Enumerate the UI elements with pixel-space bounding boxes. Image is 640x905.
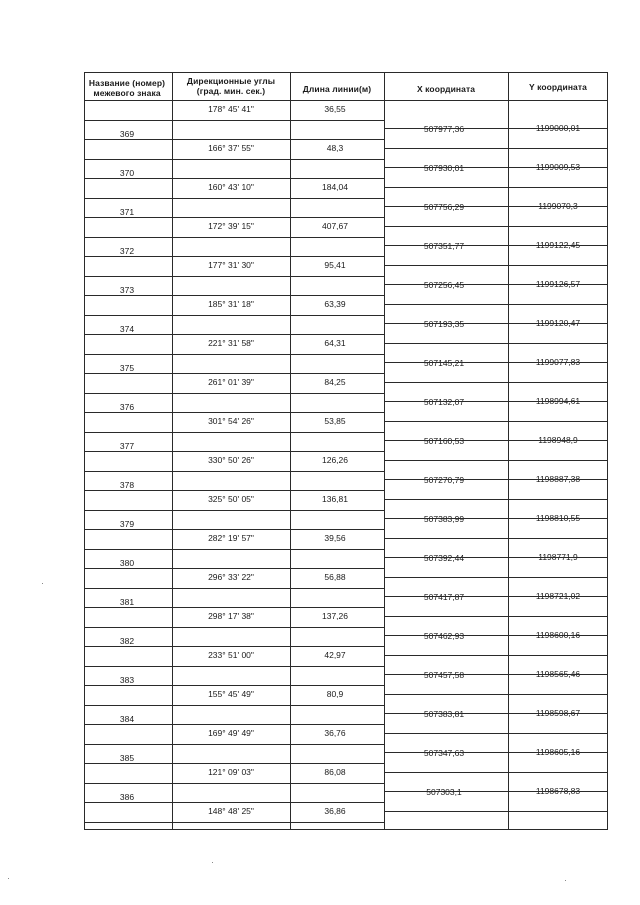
row-divider	[172, 451, 384, 452]
direction-angle: 301° 54' 26"	[208, 416, 254, 426]
point-number: 381	[119, 596, 135, 607]
row-divider	[172, 529, 384, 530]
row-divider	[384, 148, 608, 149]
row-divider	[84, 607, 172, 608]
row-divider	[172, 568, 384, 569]
row-divider	[384, 460, 608, 461]
row-divider	[384, 694, 608, 695]
row-divider	[172, 393, 384, 394]
row-divider	[84, 490, 172, 491]
row-divider	[84, 724, 172, 725]
row-divider	[84, 549, 172, 550]
row-divider	[84, 666, 172, 667]
row-divider	[384, 284, 608, 285]
row-divider	[172, 510, 384, 511]
row-divider	[384, 616, 608, 617]
row-divider	[84, 139, 172, 140]
row-divider	[84, 529, 172, 530]
header-point-name	[84, 78, 170, 98]
point-number: 380	[119, 557, 135, 568]
coordinates-table	[84, 72, 608, 830]
row-divider	[84, 295, 172, 296]
direction-angle: 330° 50' 26"	[208, 455, 254, 465]
row-divider	[172, 724, 384, 725]
scan-speck	[212, 862, 213, 863]
row-divider	[384, 323, 608, 324]
header-y-coordinate: Y координата	[529, 82, 587, 92]
line-length: 136,81	[322, 494, 348, 504]
column-divider	[508, 72, 509, 830]
row-divider	[172, 315, 384, 316]
row-divider	[172, 646, 384, 647]
line-length: 63,39	[324, 299, 346, 309]
row-divider	[84, 412, 172, 413]
point-number: 378	[119, 479, 135, 490]
row-divider	[84, 72, 608, 73]
row-divider	[384, 674, 608, 675]
row-divider	[172, 744, 384, 745]
row-divider	[172, 763, 384, 764]
row-divider	[84, 685, 172, 686]
line-length: 53,85	[324, 416, 346, 426]
row-divider	[384, 304, 608, 305]
line-length: 95,41	[324, 260, 346, 270]
direction-angle: 325° 50' 05"	[208, 494, 254, 504]
row-divider	[84, 100, 608, 101]
row-divider	[172, 198, 384, 199]
row-divider	[172, 120, 384, 121]
row-divider	[172, 373, 384, 374]
row-divider	[172, 822, 384, 823]
direction-angle: 282° 19' 57"	[208, 533, 254, 543]
line-length: 80,9	[326, 689, 344, 699]
direction-angle: 160° 43' 10"	[208, 182, 254, 192]
direction-angle: 298° 17' 38"	[208, 611, 254, 621]
line-length: 36,76	[324, 728, 346, 738]
row-divider	[84, 178, 172, 179]
row-divider	[172, 295, 384, 296]
row-divider	[84, 198, 172, 199]
line-length: 126,26	[322, 455, 348, 465]
row-divider	[84, 588, 172, 589]
row-divider	[384, 733, 608, 734]
point-number: 385	[119, 752, 135, 763]
row-divider	[172, 783, 384, 784]
row-divider	[384, 479, 608, 480]
line-length: 39,56	[324, 533, 346, 543]
line-length: 56,88	[324, 572, 346, 582]
direction-angle: 185° 31' 18"	[208, 299, 254, 309]
point-number: 370	[119, 167, 135, 178]
point-number: 383	[119, 674, 135, 685]
header-direction-angle-line2: (град. мин. сек.)	[196, 86, 266, 96]
row-divider	[384, 577, 608, 578]
point-number: 369	[119, 128, 135, 139]
row-divider	[84, 120, 172, 121]
row-divider	[384, 772, 608, 773]
header-line-length: Длина линии(м)	[302, 84, 372, 94]
row-divider	[84, 471, 172, 472]
header-direction-angle	[172, 76, 290, 96]
point-number: 382	[119, 635, 135, 646]
row-divider	[172, 412, 384, 413]
direction-angle: 155° 45' 49"	[208, 689, 254, 699]
row-divider	[84, 432, 172, 433]
point-number: 377	[119, 440, 135, 451]
row-divider	[84, 217, 172, 218]
row-divider	[172, 627, 384, 628]
row-divider	[84, 393, 172, 394]
row-divider	[384, 499, 608, 500]
row-divider	[384, 635, 608, 636]
row-divider	[384, 226, 608, 227]
row-divider	[384, 362, 608, 363]
row-divider	[384, 518, 608, 519]
row-divider	[172, 159, 384, 160]
row-divider	[172, 334, 384, 335]
row-divider	[84, 822, 172, 823]
row-divider	[384, 128, 608, 129]
row-divider	[84, 783, 172, 784]
row-divider	[84, 802, 172, 803]
row-divider	[84, 373, 172, 374]
row-divider	[84, 334, 172, 335]
row-divider	[172, 549, 384, 550]
point-number: 379	[119, 518, 135, 529]
row-divider	[172, 802, 384, 803]
row-divider	[384, 206, 608, 207]
header-point-name-line2: межевого знака	[93, 88, 161, 98]
row-divider	[84, 829, 608, 830]
line-length: 184,04	[322, 182, 348, 192]
row-divider	[384, 557, 608, 558]
line-length: 36,55	[324, 104, 346, 114]
direction-angle: 261° 01' 39"	[208, 377, 254, 387]
point-number: 375	[119, 362, 135, 373]
row-divider	[384, 752, 608, 753]
line-length: 64,31	[324, 338, 346, 348]
row-divider	[384, 187, 608, 188]
row-divider	[172, 139, 384, 140]
header-x-coordinate: X координата	[416, 84, 476, 94]
line-length: 407,67	[322, 221, 348, 231]
row-divider	[384, 421, 608, 422]
direction-angle: 221° 31' 58"	[208, 338, 254, 348]
row-divider	[172, 432, 384, 433]
row-divider	[384, 440, 608, 441]
line-length: 48,3	[326, 143, 344, 153]
row-divider	[172, 178, 384, 179]
row-divider	[84, 315, 172, 316]
scan-speck	[8, 878, 9, 879]
row-divider	[172, 607, 384, 608]
direction-angle: 177° 31' 30"	[208, 260, 254, 270]
direction-angle: 148° 48' 25"	[208, 806, 254, 816]
row-divider	[384, 655, 608, 656]
row-divider	[84, 646, 172, 647]
point-number: 386	[119, 791, 135, 802]
row-divider	[84, 256, 172, 257]
row-divider	[384, 596, 608, 597]
row-divider	[84, 568, 172, 569]
row-divider	[172, 588, 384, 589]
row-divider	[84, 276, 172, 277]
row-divider	[384, 791, 608, 792]
row-divider	[84, 237, 172, 238]
row-divider	[172, 276, 384, 277]
row-divider	[172, 256, 384, 257]
scan-speck	[42, 583, 43, 584]
row-divider	[384, 538, 608, 539]
row-divider	[172, 666, 384, 667]
row-divider	[384, 343, 608, 344]
row-divider	[84, 744, 172, 745]
line-length: 42,97	[324, 650, 346, 660]
row-divider	[384, 265, 608, 266]
row-divider	[172, 471, 384, 472]
column-divider	[607, 72, 608, 830]
point-number: 373	[119, 284, 135, 295]
point-number: 371	[119, 206, 135, 217]
direction-angle: 233° 51' 00"	[208, 650, 254, 660]
row-divider	[172, 685, 384, 686]
direction-angle: 121° 09' 03"	[208, 767, 254, 777]
point-number: 372	[119, 245, 135, 256]
header-direction-angle-line1: Дирекционные углы	[186, 76, 276, 86]
direction-angle: 166° 37' 55"	[208, 143, 254, 153]
row-divider	[384, 811, 608, 812]
row-divider	[84, 763, 172, 764]
direction-angle: 178° 45' 41"	[208, 104, 254, 114]
direction-angle: 296° 33' 22"	[208, 572, 254, 582]
row-divider	[84, 510, 172, 511]
scan-speck	[565, 880, 566, 881]
direction-angle: 172° 39' 15"	[208, 221, 254, 231]
row-divider	[84, 627, 172, 628]
row-divider	[172, 237, 384, 238]
row-divider	[172, 705, 384, 706]
row-divider	[84, 451, 172, 452]
row-divider	[172, 354, 384, 355]
row-divider	[172, 217, 384, 218]
point-number: 376	[119, 401, 135, 412]
row-divider	[384, 713, 608, 714]
header-point-name-line1: Название (номер)	[88, 78, 166, 88]
line-length: 36,86	[324, 806, 346, 816]
line-length: 84,25	[324, 377, 346, 387]
point-number: 384	[119, 713, 135, 724]
point-number: 374	[119, 323, 135, 334]
row-divider	[172, 490, 384, 491]
direction-angle: 169° 49' 49"	[208, 728, 254, 738]
row-divider	[384, 167, 608, 168]
row-divider	[84, 354, 172, 355]
row-divider	[84, 705, 172, 706]
row-divider	[384, 401, 608, 402]
line-length: 86,08	[324, 767, 346, 777]
row-divider	[384, 245, 608, 246]
column-divider	[384, 72, 385, 830]
row-divider	[84, 159, 172, 160]
row-divider	[384, 382, 608, 383]
line-length: 137,26	[322, 611, 348, 621]
